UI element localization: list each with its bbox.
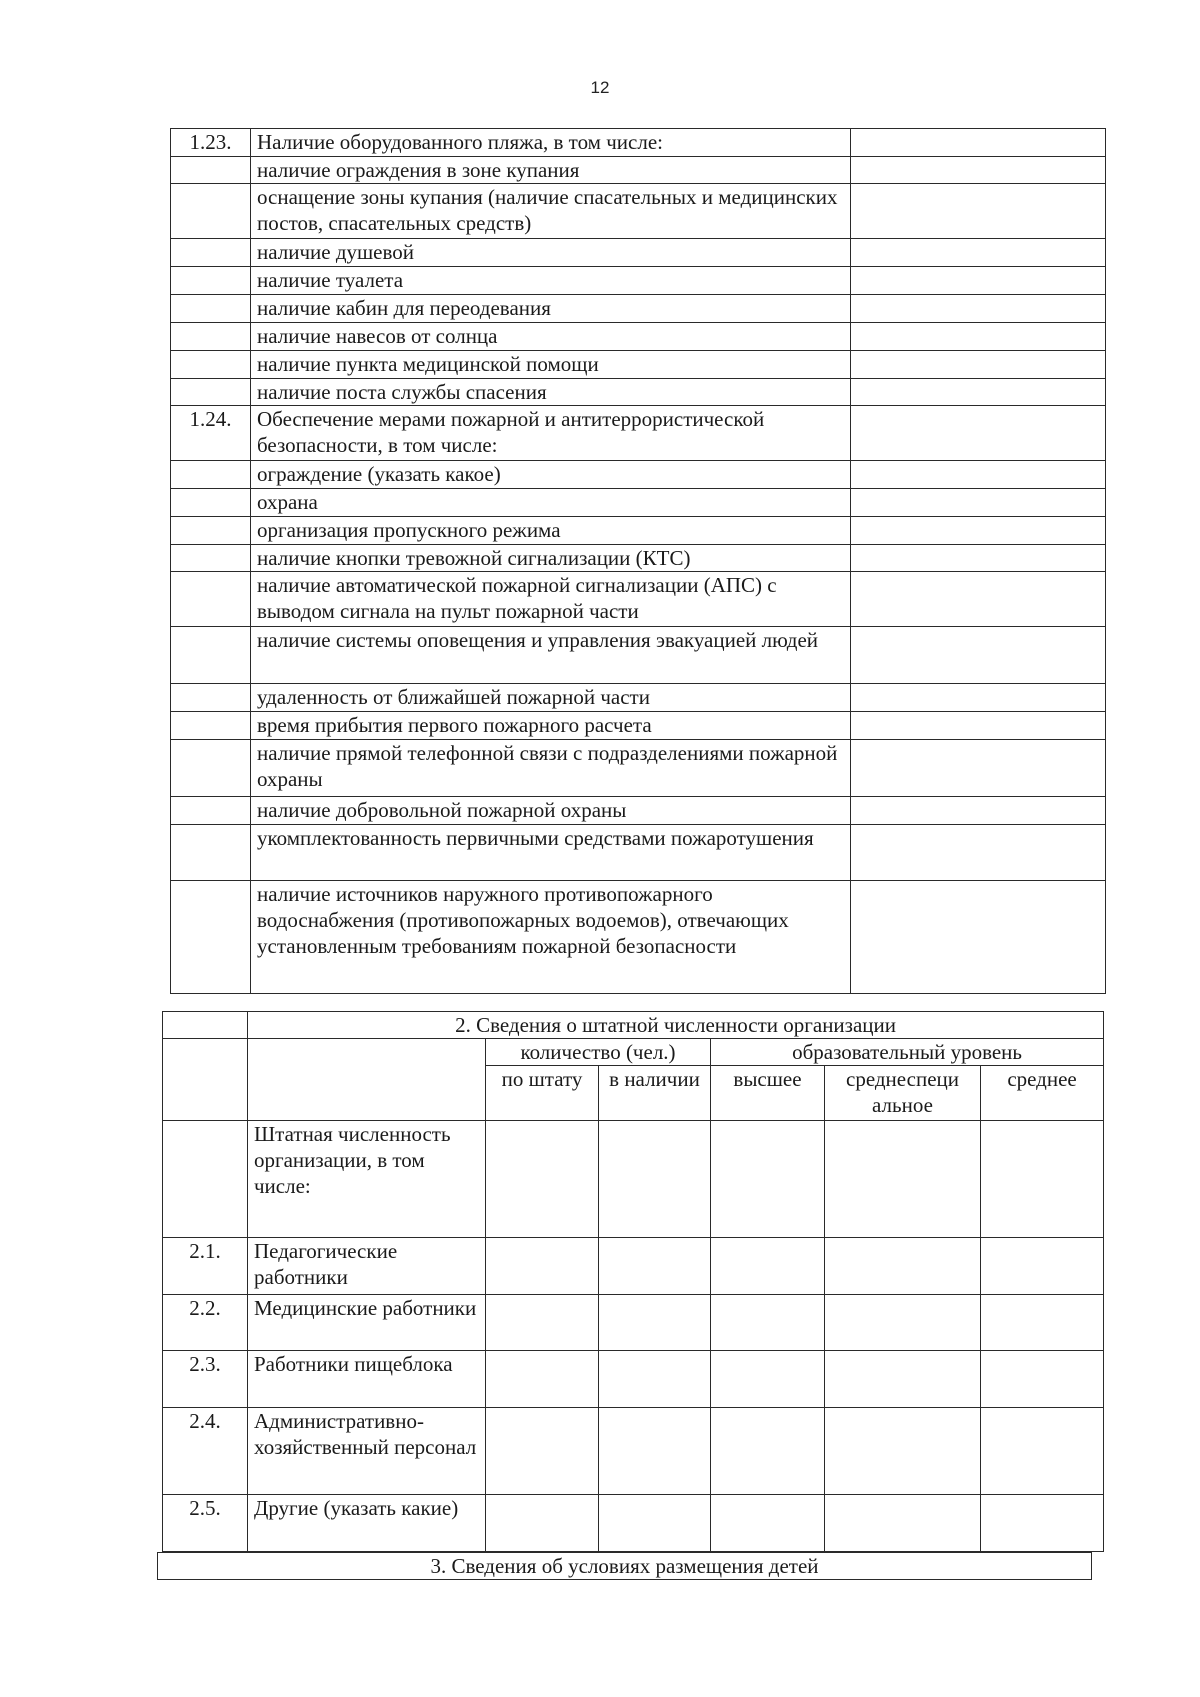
value-cell[interactable] [851,351,1106,379]
value-cell[interactable] [486,1408,599,1495]
row-text: удаленность от ближайшей пожарной части [251,684,851,712]
value-cell[interactable] [981,1351,1104,1408]
section1-table [170,128,1106,994]
value-cell[interactable] [981,1295,1104,1351]
table-row [171,797,1106,825]
table-row [171,267,1106,295]
row-text: Обеспечение мерами пожарной и антитеррористической безопасности, в том числе: [251,406,851,461]
row-text: время прибытия первого пожарного расчета [251,712,851,740]
row-number: 1.24. [171,406,251,461]
row-number: 2.4. [163,1408,248,1495]
row-label: Другие (указать какие) [248,1495,486,1552]
value-cell[interactable] [851,517,1106,545]
row-text: наличие туалета [251,267,851,295]
row-number: 2.1. [163,1238,248,1295]
header-group-row [163,1039,1104,1066]
row-label: Работники пищеблока [248,1351,486,1408]
col-header-higher: высшее [711,1066,825,1121]
table-row [171,684,1106,712]
value-cell[interactable] [851,881,1106,994]
table-row [171,184,1106,239]
value-cell[interactable] [486,1295,599,1351]
section2-title: 2. Сведения о штатной численности организации [248,1012,1104,1039]
value-cell[interactable] [486,1495,599,1552]
table-row [171,461,1106,489]
value-cell[interactable] [851,684,1106,712]
table-row [171,740,1106,797]
row-text: ограждение (указать какое) [251,461,851,489]
row-text: организация пропускного режима [251,517,851,545]
row-text: наличие навесов от солнца [251,323,851,351]
value-cell[interactable] [851,740,1106,797]
row-text: укомплектованность первичными средствами пожаротушения [251,825,851,881]
row-number [171,239,251,267]
table-row [171,295,1106,323]
value-cell[interactable] [825,1121,981,1238]
value-cell[interactable] [851,239,1106,267]
row-text: наличие автоматической пожарной сигнализации (АПС) с выводом сигнала на пульт пожарной части [251,572,851,627]
empty-cell [163,1039,248,1121]
value-cell[interactable] [599,1295,711,1351]
row-text: наличие добровольной пожарной охраны [251,797,851,825]
table-row [163,1238,1104,1295]
row-number [171,184,251,239]
value-cell[interactable] [825,1408,981,1495]
col-header-secondary: среднее [981,1066,1104,1121]
row-number [171,572,251,627]
row-number [171,323,251,351]
row-text: наличие системы оповещения и управления эвакуацией людей [251,627,851,684]
row-text: наличие пункта медицинской помощи [251,351,851,379]
row-number [171,881,251,994]
row-text: охрана [251,489,851,517]
value-cell[interactable] [851,572,1106,627]
table-row [163,1295,1104,1351]
row-text: наличие кнопки тревожной сигнализации (КТС) [251,545,851,572]
table-row [171,323,1106,351]
value-cell[interactable] [851,545,1106,572]
table-row [171,351,1106,379]
row-text: наличие ограждения в зоне купания [251,157,851,184]
value-cell[interactable] [825,1495,981,1552]
table-row [171,627,1106,684]
empty-cell [163,1012,248,1039]
section3-title: 3. Сведения об условиях размещения детей [158,1553,1092,1580]
value-cell[interactable] [981,1238,1104,1295]
row-number [171,684,251,712]
col-header-secondary-special: среднеспеци альное [825,1066,981,1121]
row-number: 2.2. [163,1295,248,1351]
table-row [171,545,1106,572]
value-cell[interactable] [711,1121,825,1238]
table-row [171,239,1106,267]
col-header-actual: в наличии [599,1066,711,1121]
table-row [171,517,1106,545]
value-cell[interactable] [711,1295,825,1351]
row-number [171,267,251,295]
value-cell[interactable] [851,712,1106,740]
value-cell[interactable] [825,1238,981,1295]
row-number [163,1121,248,1238]
row-label: Штатная численность организации, в том числе: [248,1121,486,1238]
value-cell[interactable] [599,1121,711,1238]
section2-table [162,1011,1104,1552]
row-text: наличие кабин для переодевания [251,295,851,323]
value-cell[interactable] [851,184,1106,239]
row-number [171,517,251,545]
value-cell[interactable] [851,461,1106,489]
value-cell[interactable] [981,1408,1104,1495]
row-number [171,545,251,572]
section3-title-row [158,1553,1092,1580]
col-header-by-staff: по штату [486,1066,599,1121]
value-cell[interactable] [825,1351,981,1408]
row-number: 2.5. [163,1495,248,1552]
row-number [171,379,251,406]
value-cell[interactable] [599,1238,711,1295]
value-cell[interactable] [486,1238,599,1295]
row-text: наличие душевой [251,239,851,267]
table-row [163,1408,1104,1495]
table-row [171,881,1106,994]
row-number [171,351,251,379]
empty-cell [248,1039,486,1121]
row-number [171,295,251,323]
section2-title-row [163,1012,1104,1039]
value-cell[interactable] [851,379,1106,406]
value-cell[interactable] [486,1121,599,1238]
table-row [163,1495,1104,1552]
row-number: 2.3. [163,1351,248,1408]
value-cell[interactable] [851,295,1106,323]
row-text: оснащение зоны купания (наличие спасательных и медицинских постов, спасательных средств) [251,184,851,239]
row-number [171,825,251,881]
row-number [171,740,251,797]
row-text: наличие поста службы спасения [251,379,851,406]
row-label: Медицинские работники [248,1295,486,1351]
table-row [171,712,1106,740]
table-row [171,825,1106,881]
value-cell[interactable] [711,1238,825,1295]
value-cell[interactable] [486,1351,599,1408]
row-number [171,157,251,184]
value-cell[interactable] [851,157,1106,184]
row-label: Административно-хозяйственный персонал [248,1408,486,1495]
row-number [171,797,251,825]
value-cell[interactable] [599,1495,711,1552]
value-cell[interactable] [825,1295,981,1351]
value-cell[interactable] [599,1351,711,1408]
education-group-header: образовательный уровень [711,1039,1104,1066]
row-text: Наличие оборудованного пляжа, в том числе: [251,129,851,157]
table-row [171,489,1106,517]
value-cell[interactable] [711,1495,825,1552]
value-cell[interactable] [851,489,1106,517]
table-row [171,157,1106,184]
table-row [171,406,1106,461]
row-number [171,489,251,517]
row-number [171,461,251,489]
value-cell[interactable] [851,267,1106,295]
row-number [171,712,251,740]
value-cell[interactable] [851,323,1106,351]
value-cell[interactable] [851,797,1106,825]
table-row [171,379,1106,406]
row-label: Педагогические работники [248,1238,486,1295]
value-cell[interactable] [711,1351,825,1408]
value-cell[interactable] [851,627,1106,684]
value-cell[interactable] [851,825,1106,881]
table-row [171,129,1106,157]
section3-table [157,1552,1092,1580]
row-number: 1.23. [171,129,251,157]
row-number [171,627,251,684]
value-cell[interactable] [981,1495,1104,1552]
table-row [171,572,1106,627]
value-cell[interactable] [851,129,1106,157]
row-text: наличие прямой телефонной связи с подразделениями пожарной охраны [251,740,851,797]
value-cell[interactable] [711,1408,825,1495]
table-row [163,1121,1104,1238]
quantity-group-header: количество (чел.) [486,1039,711,1066]
table-row [163,1351,1104,1408]
page-number: 12 [590,78,610,97]
value-cell[interactable] [981,1121,1104,1238]
row-text: наличие источников наружного противопожарного водоснабжения (противопожарных водоемов), отвечающих установленным требованиям пожарной безопасности [251,881,851,994]
value-cell[interactable] [599,1408,711,1495]
value-cell[interactable] [851,406,1106,461]
